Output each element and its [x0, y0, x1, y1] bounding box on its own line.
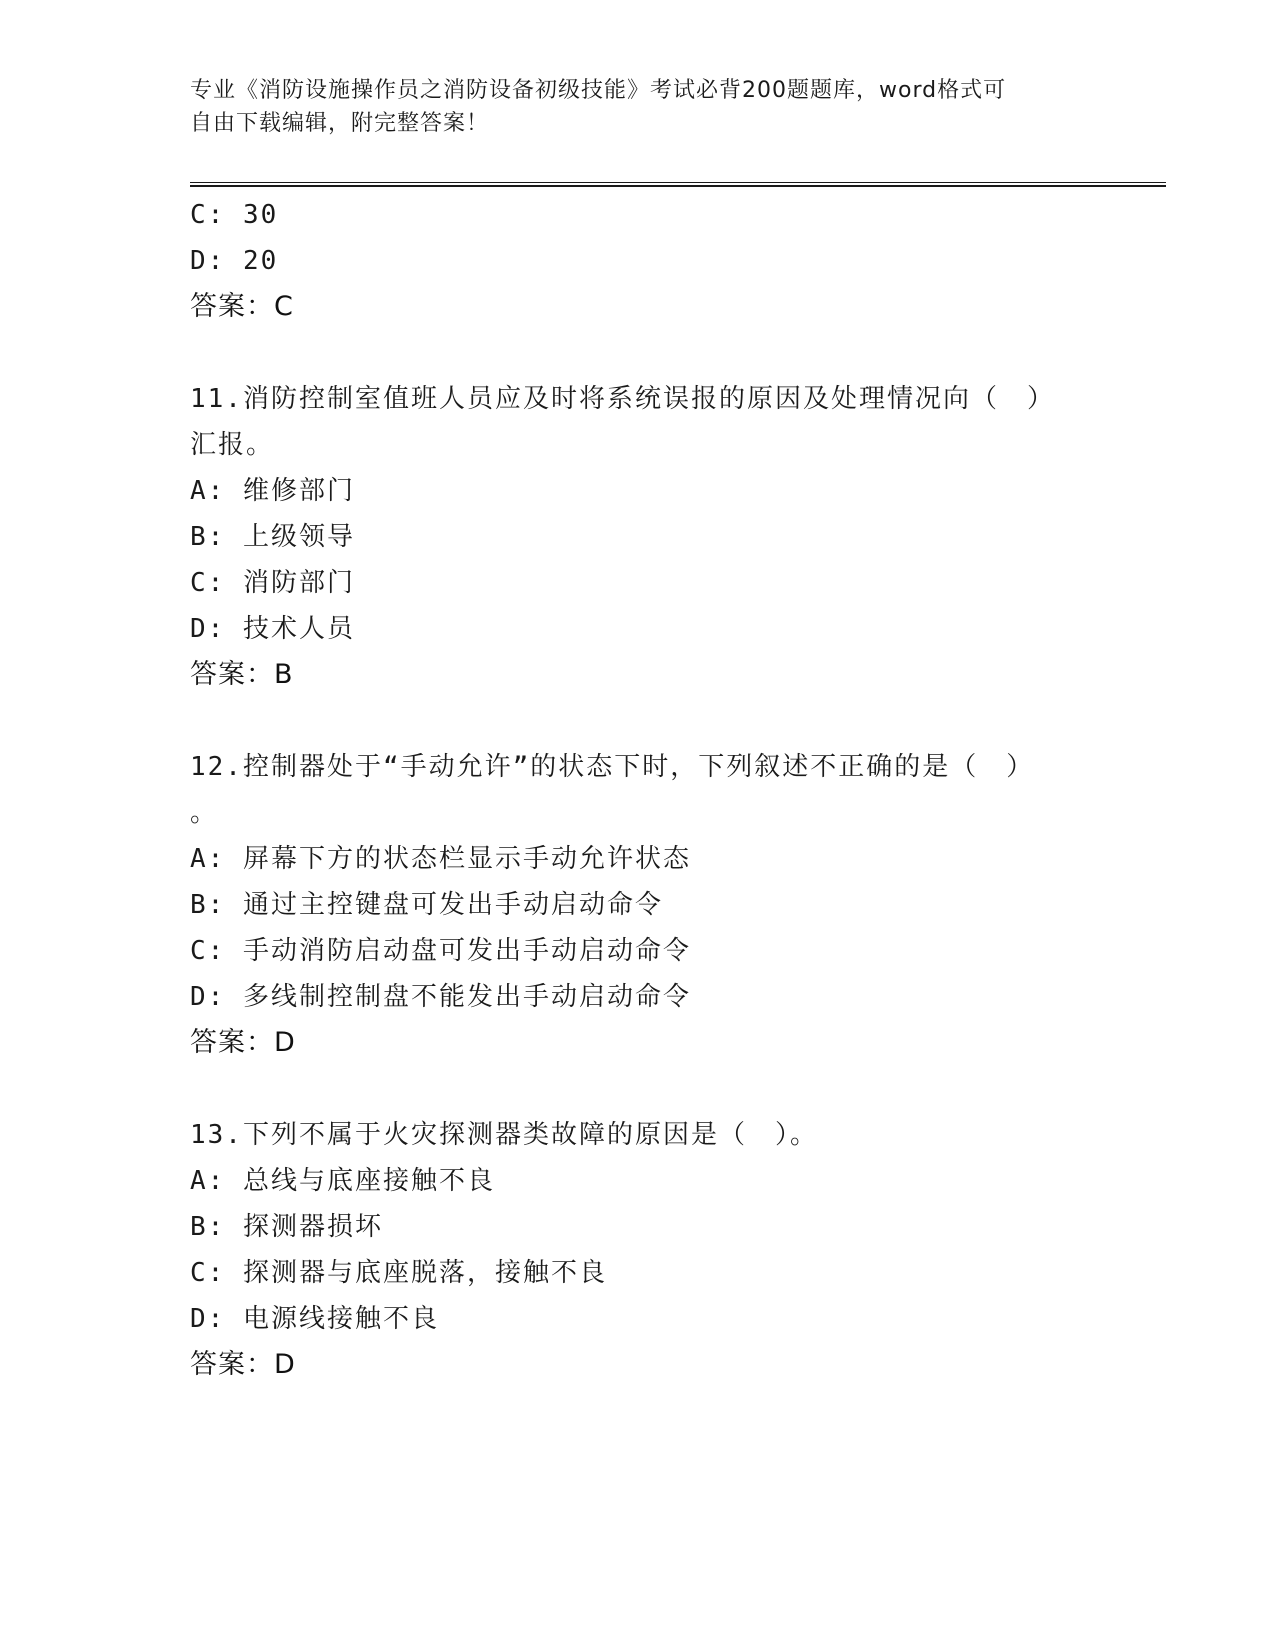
question-12 [190, 744, 1070, 1066]
option-a: A: 维修部门 [190, 476, 355, 506]
question-stem-continued: 。 [190, 798, 219, 828]
answer-line: 答案：D [190, 1349, 296, 1380]
option-d: D: 20 [190, 246, 279, 276]
header-divider-thin [190, 182, 1166, 183]
option-a: A: 总线与底座接触不良 [190, 1166, 495, 1196]
option-c: C: 消防部门 [190, 568, 355, 598]
answer-line: 答案：C [190, 291, 294, 322]
option-a: A: 屏幕下方的状态栏显示手动允许状态 [190, 844, 691, 874]
question-stem: 12.控制器处于“手动允许”的状态下时，下列叙述不正确的是（ ） [190, 752, 1035, 782]
spacer [190, 698, 1090, 744]
question-10-continued [190, 192, 1090, 330]
question-stem: 11.消防控制室值班人员应及时将系统误报的原因及处理情况向（ ） [190, 384, 1055, 414]
option-d: D: 技术人员 [190, 614, 355, 644]
question-stem-continued: 汇报。 [190, 430, 275, 460]
spacer [190, 330, 1090, 376]
option-d: D: 多线制控制盘不能发出手动启动命令 [190, 982, 691, 1012]
header-line-1: 专业《消防设施操作员之消防设备初级技能》考试必背200题题库，word格式可 [190, 78, 1007, 103]
answer-line: 答案：D [190, 1027, 296, 1058]
option-b: B: 通过主控键盘可发出手动启动命令 [190, 890, 663, 920]
spacer [190, 1066, 1090, 1112]
question-stem: 13.下列不属于火灾探测器类故障的原因是（ ）。 [190, 1120, 818, 1150]
header-line-2: 自由下载编辑，附完整答案！ [190, 111, 490, 136]
question-11 [190, 376, 1070, 698]
header-divider-thick [190, 185, 1166, 187]
question-list [190, 192, 1090, 1388]
option-c: C: 探测器与底座脱落，接触不良 [190, 1258, 607, 1288]
question-13 [190, 1112, 1070, 1388]
option-d: D: 电源线接触不良 [190, 1304, 439, 1334]
option-c: C: 30 [190, 200, 279, 230]
option-c: C: 手动消防启动盘可发出手动启动命令 [190, 936, 691, 966]
option-b: B: 上级领导 [190, 522, 355, 552]
document-header [190, 74, 1090, 140]
option-b: B: 探测器损坏 [190, 1212, 383, 1242]
answer-line: 答案：B [190, 659, 294, 690]
